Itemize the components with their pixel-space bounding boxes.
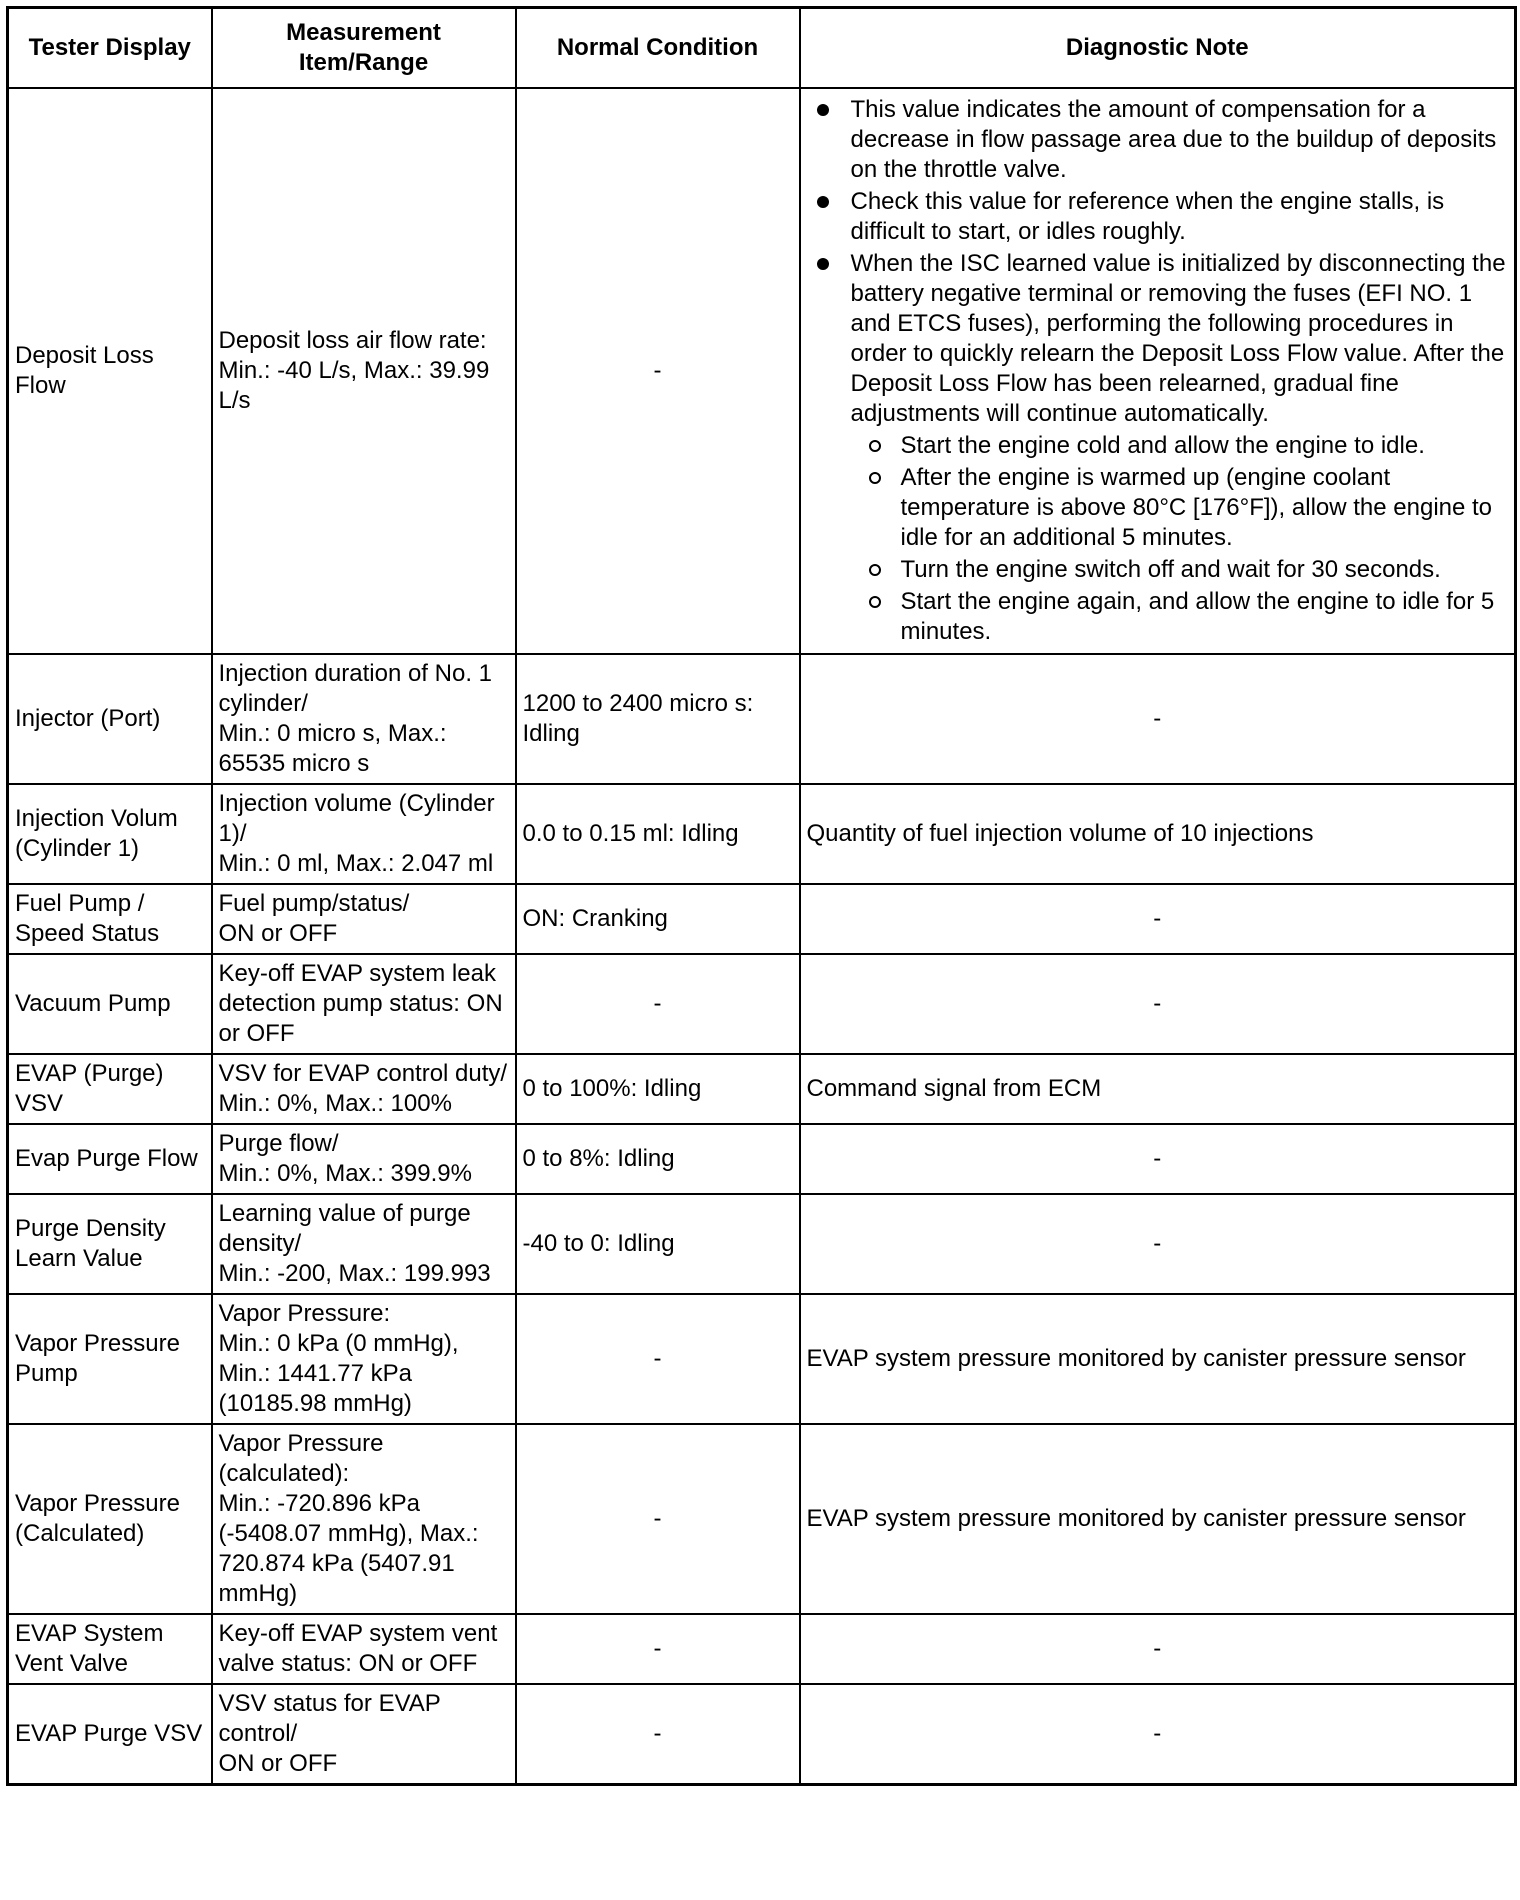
normal-condition-cell [516,1294,800,1424]
diagnostic-note-cell: - [800,884,1516,954]
normal-condition-line: - [653,1720,662,1747]
diagnostic-note-cell: EVAP system pressure monitored by canister pressure sensor [800,1424,1516,1614]
normal-condition-cell [516,884,800,954]
measurement-range-cell [212,1194,516,1294]
note-sub-text: Turn the engine switch off and wait for 30 seconds. [900,556,1441,583]
tester-display-cell: Vapor Pressure Pump [8,1294,212,1424]
tester-display-cell: Injection Volum (Cylinder 1) [8,784,212,884]
measurement-range-cell [212,1424,516,1614]
measurement-range-line: VSV status for EVAP control/ [218,1690,441,1747]
circle-bullet-icon [869,564,881,576]
normal-condition-line: 1200 to 2400 micro s: Idling [522,690,754,747]
table-row [8,1124,1516,1194]
table-row [8,884,1516,954]
measurement-range-cell: Deposit loss air flow rate: Min.: -40 L/s, Max.: 39.99 L/s [212,88,516,654]
measurement-range-cell [212,1614,516,1684]
diagnostic-note-cell: - [800,1194,1516,1294]
normal-condition-cell [516,954,800,1054]
tester-display-cell: Evap Purge Flow [8,1124,212,1194]
normal-condition-cell [516,784,800,884]
measurement-range-cell [212,1684,516,1785]
normal-condition-cell [516,1424,800,1614]
note-bullet [807,249,1509,647]
bullet-icon [817,196,829,208]
diagnostic-note-cell: - [800,1124,1516,1194]
normal-condition-cell [516,1054,800,1124]
normal-condition-cell [516,1194,800,1294]
measurement-range-line: ON or OFF [218,1750,338,1777]
bullet-icon [817,104,829,116]
tester-display-cell: Vacuum Pump [8,954,212,1054]
tester-display-cell: EVAP (Purge) VSV [8,1054,212,1124]
table-row [8,88,1516,654]
note-bullet [807,187,1509,247]
measurement-range-line: Injection duration of No. 1 cylinder/ [218,660,493,717]
table-row [8,654,1516,784]
measurement-range-line: Min.: 0%, Max.: 399.9% [218,1160,472,1187]
tester-display-cell: Vapor Pressure (Calculated) [8,1424,212,1614]
measurement-range-line: Learning value of purge density/ [218,1200,471,1257]
header-row [8,8,1516,89]
diagnostic-note-cell: - [800,954,1516,1054]
note-bullet [807,95,1509,185]
note-sub-bullet [851,463,1509,553]
diagnostic-note-cell: - [800,1684,1516,1785]
tester-display-cell: Deposit Loss Flow [8,88,212,654]
measurement-range-cell [212,1124,516,1194]
table-row [8,1054,1516,1124]
tester-display-cell: EVAP System Vent Valve [8,1614,212,1684]
diagnostic-note-cell: - [800,1614,1516,1684]
normal-condition-line: ON: Cranking [522,905,668,932]
normal-condition-line: - [653,1505,662,1532]
tester-display-cell: Fuel Pump / Speed Status [8,884,212,954]
note-sub-text: Start the engine again, and allow the engine to idle for 5 minutes. [900,588,1495,645]
diagnostic-note-cell: Command signal from ECM [800,1054,1516,1124]
circle-bullet-icon [869,472,881,484]
measurement-range-line: Injection volume (Cylinder 1)/ [218,790,495,847]
measurement-range-cell [212,784,516,884]
note-sub-bullet [851,587,1509,647]
table-row [8,954,1516,1054]
tester-display-cell: EVAP Purge VSV [8,1684,212,1785]
note-sub-bullet [851,555,1509,585]
measurement-range-cell [212,1054,516,1124]
table-row [8,784,1516,884]
header-measurement-item: Measurement Item/Range [212,8,516,89]
header-normal-condition: Normal Condition [516,8,800,89]
normal-condition-line: - [653,1345,662,1372]
normal-condition-cell [516,1684,800,1785]
header-diagnostic-note: Diagnostic Note [800,8,1516,89]
measurement-range-line: Purge flow/ [218,1130,339,1157]
table-row [8,1684,1516,1785]
normal-condition-cell: - [516,88,800,654]
measurement-range-line: Key-off EVAP system vent valve status: ON or OFF [218,1620,498,1677]
normal-condition-line: 0.0 to 0.15 ml: Idling [522,820,739,847]
diagnostic-note-cell: Quantity of fuel injection volume of 10 injections [800,784,1516,884]
normal-condition-line: -40 to 0: Idling [522,1230,675,1257]
header-tester-display: Tester Display [8,8,212,89]
normal-condition-cell [516,1124,800,1194]
tester-display-cell: Purge Density Learn Value [8,1194,212,1294]
diagnostic-note-cell: EVAP system pressure monitored by canister pressure sensor [800,1294,1516,1424]
normal-condition-line: 0 to 100%: Idling [522,1075,702,1102]
note-sub-bullet [851,431,1509,461]
measurement-range-line: Min.: 0 kPa (0 mmHg), [218,1330,459,1357]
measurement-range-cell [212,1294,516,1424]
normal-condition-line: 0 to 8%: Idling [522,1145,675,1172]
measurement-range-line: VSV for EVAP control duty/ [218,1060,508,1087]
tester-display-cell: Injector (Port) [8,654,212,784]
bullet-icon [817,258,829,270]
measurement-range-line: Key-off EVAP system leak detection pump status: ON or OFF [218,960,503,1047]
measurement-range-line: Min.: 0 micro s, Max.: 65535 micro s [218,720,447,777]
note-bullet-list [807,95,1509,647]
note-bullet-text: When the ISC learned value is initialized by disconnecting the battery negative terminal or removing the fuses (EFI NO. 1 and ETCS fuses), performing the following procedures in order to quickly relearn the Deposit Loss Flow value. After the Deposit Loss Flow has been relearned, gradual fine adjustments will continue automatically. [850,250,1506,427]
measurement-range-line: Min.: 0%, Max.: 100% [218,1090,452,1117]
normal-condition-cell [516,1614,800,1684]
normal-condition-line: - [653,1635,662,1662]
measurement-range-line: ON or OFF [218,920,338,947]
measurement-range-line: Min.: 0 ml, Max.: 2.047 ml [218,850,494,877]
table-row [8,1614,1516,1684]
table-row [8,1194,1516,1294]
measurement-range-line: Min.: -720.896 kPa (-5408.07 mmHg), Max.: 720.874 kPa (5407.91 mmHg) [218,1490,479,1607]
note-sub-text: Start the engine cold and allow the engine to idle. [900,432,1425,459]
table-row [8,1294,1516,1424]
circle-bullet-icon [869,440,881,452]
measurement-range-cell [212,954,516,1054]
note-bullet-text: Check this value for reference when the engine stalls, is difficult to start, or idles roughly. [850,188,1445,245]
note-sub-text: After the engine is warmed up (engine coolant temperature is above 80°C [176°F]), allow the engine to idle for an additional 5 minutes. [900,464,1493,551]
note-sub-list [851,431,1509,647]
measurement-range-line: Min.: 1441.77 kPa (10185.98 mmHg) [218,1360,412,1417]
measurement-range-cell [212,654,516,784]
diagnostic-note-cell [800,88,1516,654]
note-bullet-text: This value indicates the amount of compensation for a decrease in flow passage area due to the buildup of deposits on the throttle valve. [850,96,1497,183]
diagnostic-data-table [6,6,1517,1786]
circle-bullet-icon [869,596,881,608]
measurement-range-cell [212,884,516,954]
normal-condition-cell [516,654,800,784]
measurement-range-line: Min.: -200, Max.: 199.993 [218,1260,491,1287]
normal-condition-line: - [653,990,662,1017]
measurement-range-line: Fuel pump/status/ [218,890,410,917]
measurement-range-line: Vapor Pressure: [218,1300,391,1327]
measurement-range-line: Vapor Pressure (calculated): [218,1430,384,1487]
diagnostic-note-cell: - [800,654,1516,784]
table-row [8,1424,1516,1614]
